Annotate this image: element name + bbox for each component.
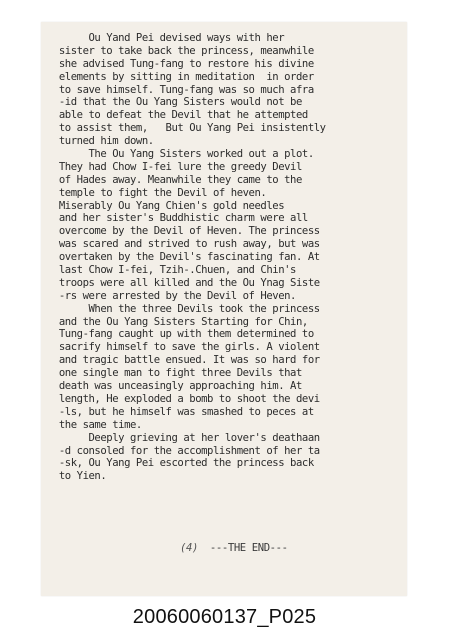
text-line: and the Ou Yang Sisters Starting for Chin, — [47, 315, 308, 328]
text-line: she advised Tung-fang to restore his divine — [47, 57, 314, 70]
text-line: -sk, Ou Yang Pei escorted the princess back — [47, 457, 314, 470]
text-line: to Yien. — [47, 470, 107, 483]
text-line: the same time. — [47, 418, 142, 431]
text-line: The Ou Yang Sisters worked out a plot. — [47, 148, 314, 161]
text-line: elements by sitting in meditation in order — [47, 70, 314, 83]
text-line: Tung-fang caught up with them determined to — [47, 328, 314, 341]
text-line: overtaken by the Devil's fascinating fan. At — [47, 251, 320, 264]
end-line — [180, 542, 288, 554]
text-line: Ou Yand Pei devised ways with her — [47, 32, 302, 44]
text-line: When the three Devils took the princess — [47, 302, 320, 315]
text-line: to assist them, But Ou Yang Pei insistently — [47, 122, 326, 135]
end-marker: ---THE END--- — [209, 542, 288, 554]
text-line: -d consoled for the accomplishment of her ta — [47, 444, 320, 457]
text-line: length, He exploded a bomb to shoot the devi — [47, 392, 320, 405]
text-line: and her sister's Buddhistic charm were all — [47, 212, 308, 225]
text-line: was scared and strived to rush away, but was — [47, 238, 320, 251]
text-line: temple to fight the Devil of heven. — [47, 186, 267, 199]
text-line: able to defeat the Devil that he attempted — [47, 109, 308, 122]
text-line: -rs were arrested by the Devil of Heven. — [47, 289, 296, 302]
text-line: -ls, but he himself was smashed to peces at — [47, 405, 314, 418]
text-line: Miserably Ou Yang Chien's gold needles — [47, 199, 285, 212]
text-line: last Chow I-fei, Tzih-.Chuen, and Chin's — [47, 264, 296, 277]
text-line: turned him down. — [47, 135, 154, 148]
text-line: and tragic battle ensued. It was so hard for — [47, 354, 320, 367]
text-line: overcome by the Devil of Heven. The princess — [47, 225, 320, 238]
page-number: (4) — [180, 542, 198, 554]
archive-id-caption: 20060060137_P025 — [132, 606, 317, 628]
text-line: sister to take back the princess, meanwhile — [47, 44, 314, 57]
text-line: troops were all killed and the Ou Ynag Siste — [47, 276, 320, 289]
text-line: They had Chow I-fei lure the greedy Devil — [47, 160, 302, 173]
text-line: Deeply grieving at her lover's deathaan — [47, 431, 320, 444]
typed-text-body — [47, 32, 357, 483]
text-line: one single man to fight three Devils that — [47, 367, 302, 380]
text-line: death was unceasingly approaching him. At — [47, 380, 302, 393]
text-line: sacrify himself to save the girls. A violent — [47, 341, 320, 354]
text-line: -id that the Ou Yang Sisters would not be — [47, 96, 302, 109]
text-line: to save himself. Tung-fang was so much afra — [47, 83, 314, 96]
text-line: of Hades away. Meanwhile they came to the — [47, 173, 302, 186]
